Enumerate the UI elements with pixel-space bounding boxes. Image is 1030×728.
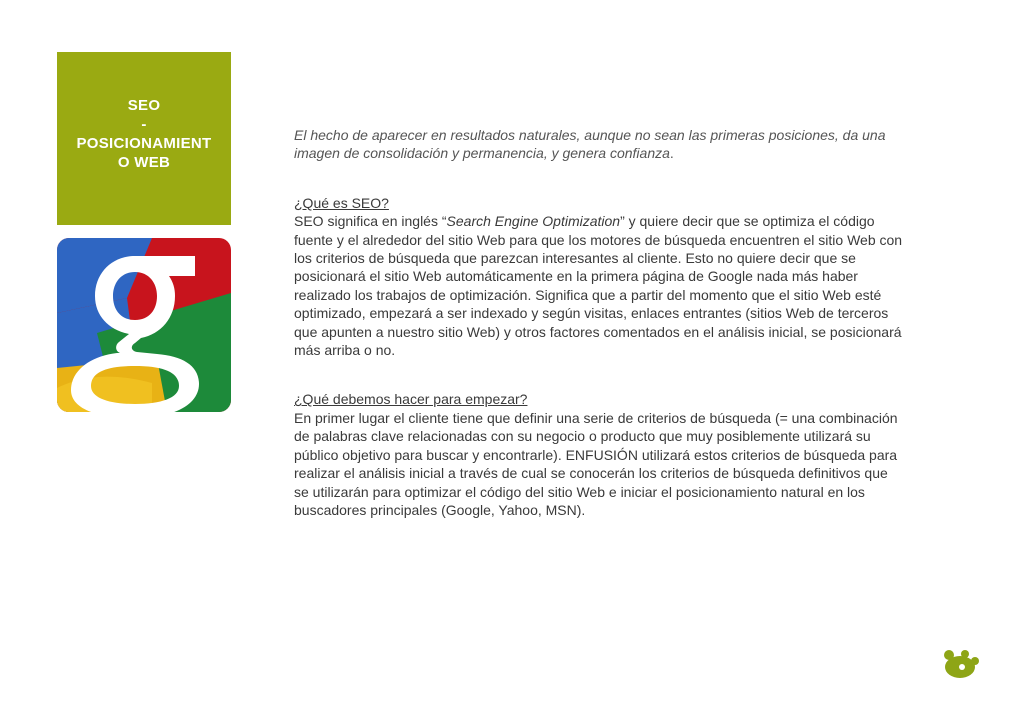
section-paragraph	[294, 212, 906, 359]
main-content	[294, 126, 906, 519]
intro-italic: El hecho de aparecer en resultados naturales, aunque no sean las primeras posiciones, da una imagen de consolidación y permanencia, y genera confianza	[294, 127, 886, 162]
section-heading: ¿Qué debemos hacer para empezar?	[294, 391, 528, 408]
paragraph-emphasis: Search Engine Optimization	[446, 213, 621, 230]
panel-title-line: -	[141, 116, 147, 133]
intro-end: .	[669, 145, 674, 162]
section-heading: ¿Qué es SEO?	[294, 194, 389, 211]
section-paragraph: En primer lugar el cliente tiene que definir una serie de criterios de búsqueda (= una combinación de palabras clave relacionadas con su negocio o producto que muy posiblemente utilizará su público objetivo para buscar y encontrarle). ENFUSIÓN utilizará estos criterios de búsqueda para realizar el análisis inicial a través de cual se conocerán los criterios de búsqueda definitivos que se utilizarán para optimizar el código del sitio Web e iniciar el posicionamiento natural en los buscadores principales (Google, Yahoo, MSN).	[294, 409, 898, 518]
google-g-logo-icon	[57, 238, 231, 412]
panel-title-line: O WEB	[117, 154, 171, 171]
section-what-is-seo	[294, 194, 906, 360]
panel-title-line: SEO	[127, 97, 161, 114]
panel-title	[57, 96, 231, 172]
green-snail-mascot-icon	[940, 645, 980, 681]
title-panel	[57, 52, 231, 225]
paragraph-text: SEO significa en inglés “	[294, 213, 447, 230]
paragraph-text: ” y quiere decir que se optimiza el código fuente y el alrededor del sitio Web para que los motores de búsqueda encuentren el sitio Web con los criterios de búsqueda que parezcan interesantes al cliente. Esto no quiere decir que se posicionará el sitio Web automáticamente en la primera página de Google nada más haber realizado los trabajos de optimización. Significa que a partir del momento que el sitio Web esté optimizado, empezará a ser indexado y según visitas, enlaces entrantes (sitios Web de terceros que apunten a nuestro sitio Web) y otros factores comentados en el análisis inicial, se posicionará más arriba o no.	[294, 213, 903, 359]
section-how-to-start	[294, 390, 906, 519]
panel-title-line: POSICIONAMIENT	[76, 135, 212, 152]
intro-text	[294, 126, 906, 163]
